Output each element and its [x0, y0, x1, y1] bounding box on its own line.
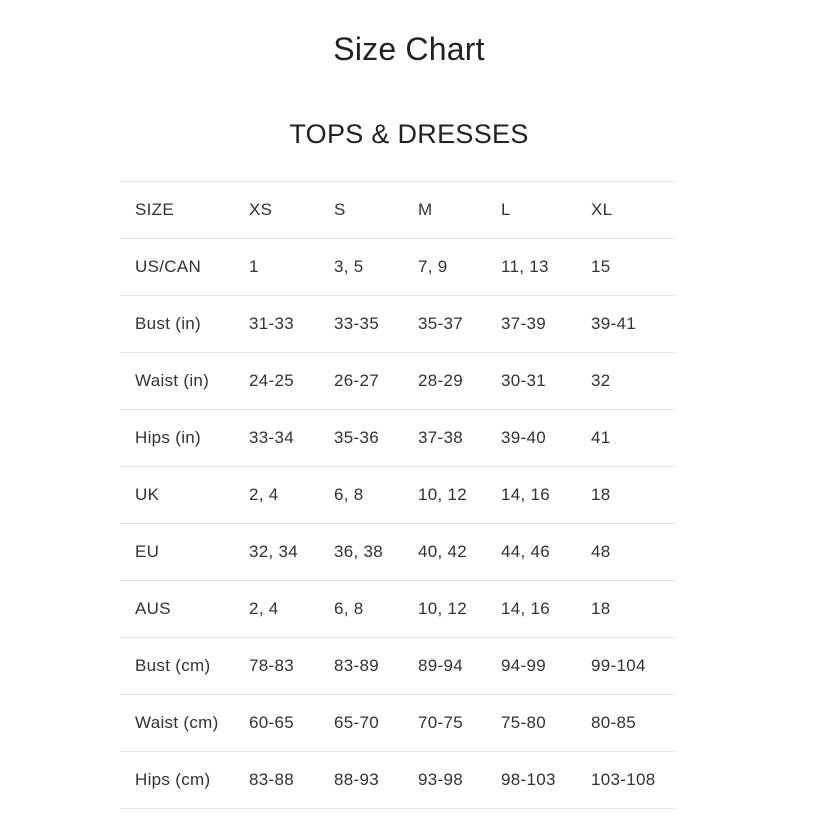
size-cell: 6, 8 [319, 581, 403, 638]
size-cell: 89-94 [403, 638, 486, 695]
row-label: Waist (in) [120, 353, 234, 410]
size-chart-table [120, 181, 675, 809]
size-cell: 1 [234, 239, 319, 296]
header-row [120, 182, 675, 239]
size-cell: 99-104 [576, 638, 675, 695]
table-row-aus [120, 581, 675, 638]
size-cell: 83-88 [234, 752, 319, 809]
size-cell: 48 [576, 524, 675, 581]
size-cell: 31-33 [234, 296, 319, 353]
size-cell: 28-29 [403, 353, 486, 410]
row-label: US/CAN [120, 239, 234, 296]
table-row-waist-in [120, 353, 675, 410]
size-cell: 24-25 [234, 353, 319, 410]
size-cell: 2, 4 [234, 467, 319, 524]
size-cell: 37-38 [403, 410, 486, 467]
size-cell: 33-35 [319, 296, 403, 353]
size-cell: 39-41 [576, 296, 675, 353]
size-cell: 88-93 [319, 752, 403, 809]
size-cell: 32, 34 [234, 524, 319, 581]
size-cell: 15 [576, 239, 675, 296]
size-cell: 80-85 [576, 695, 675, 752]
size-cell: 65-70 [319, 695, 403, 752]
size-cell: 78-83 [234, 638, 319, 695]
size-cell: 39-40 [486, 410, 576, 467]
size-cell: 30-31 [486, 353, 576, 410]
table-row-uk [120, 467, 675, 524]
size-cell: 93-98 [403, 752, 486, 809]
row-label: EU [120, 524, 234, 581]
size-cell: 94-99 [486, 638, 576, 695]
table-row-hips-cm [120, 752, 675, 809]
size-cell: 14, 16 [486, 467, 576, 524]
size-cell: 18 [576, 467, 675, 524]
col-header-size: SIZE [120, 182, 234, 239]
size-cell: 35-36 [319, 410, 403, 467]
table-row-eu [120, 524, 675, 581]
col-header-l: L [486, 182, 576, 239]
row-label: Hips (cm) [120, 752, 234, 809]
size-cell: 6, 8 [319, 467, 403, 524]
row-label: Bust (in) [120, 296, 234, 353]
size-cell: 14, 16 [486, 581, 576, 638]
size-cell: 44, 46 [486, 524, 576, 581]
size-cell: 10, 12 [403, 581, 486, 638]
size-cell: 32 [576, 353, 675, 410]
size-cell: 18 [576, 581, 675, 638]
size-cell: 98-103 [486, 752, 576, 809]
size-cell: 83-89 [319, 638, 403, 695]
size-cell: 33-34 [234, 410, 319, 467]
size-cell: 3, 5 [319, 239, 403, 296]
size-cell: 10, 12 [403, 467, 486, 524]
size-cell: 41 [576, 410, 675, 467]
size-cell: 103-108 [576, 752, 675, 809]
size-cell: 2, 4 [234, 581, 319, 638]
table-row-hips-in [120, 410, 675, 467]
size-cell: 60-65 [234, 695, 319, 752]
col-header-s: S [319, 182, 403, 239]
row-label: UK [120, 467, 234, 524]
col-header-m: M [403, 182, 486, 239]
size-cell: 75-80 [486, 695, 576, 752]
row-label: Bust (cm) [120, 638, 234, 695]
size-cell: 26-27 [319, 353, 403, 410]
size-cell: 37-39 [486, 296, 576, 353]
size-cell: 11, 13 [486, 239, 576, 296]
size-cell: 70-75 [403, 695, 486, 752]
col-header-xl: XL [576, 182, 675, 239]
page-title: Size Chart [333, 31, 485, 67]
row-label: Waist (cm) [120, 695, 234, 752]
row-label: AUS [120, 581, 234, 638]
table-row-waist-cm [120, 695, 675, 752]
size-cell: 7, 9 [403, 239, 486, 296]
table-row-bust-in [120, 296, 675, 353]
table-row-us-can [120, 239, 675, 296]
table-row-bust-cm [120, 638, 675, 695]
row-label: Hips (in) [120, 410, 234, 467]
size-cell: 36, 38 [319, 524, 403, 581]
col-header-xs: XS [234, 182, 319, 239]
section-title-tops-dresses: TOPS & DRESSES [289, 119, 529, 149]
size-cell: 35-37 [403, 296, 486, 353]
size-cell: 40, 42 [403, 524, 486, 581]
